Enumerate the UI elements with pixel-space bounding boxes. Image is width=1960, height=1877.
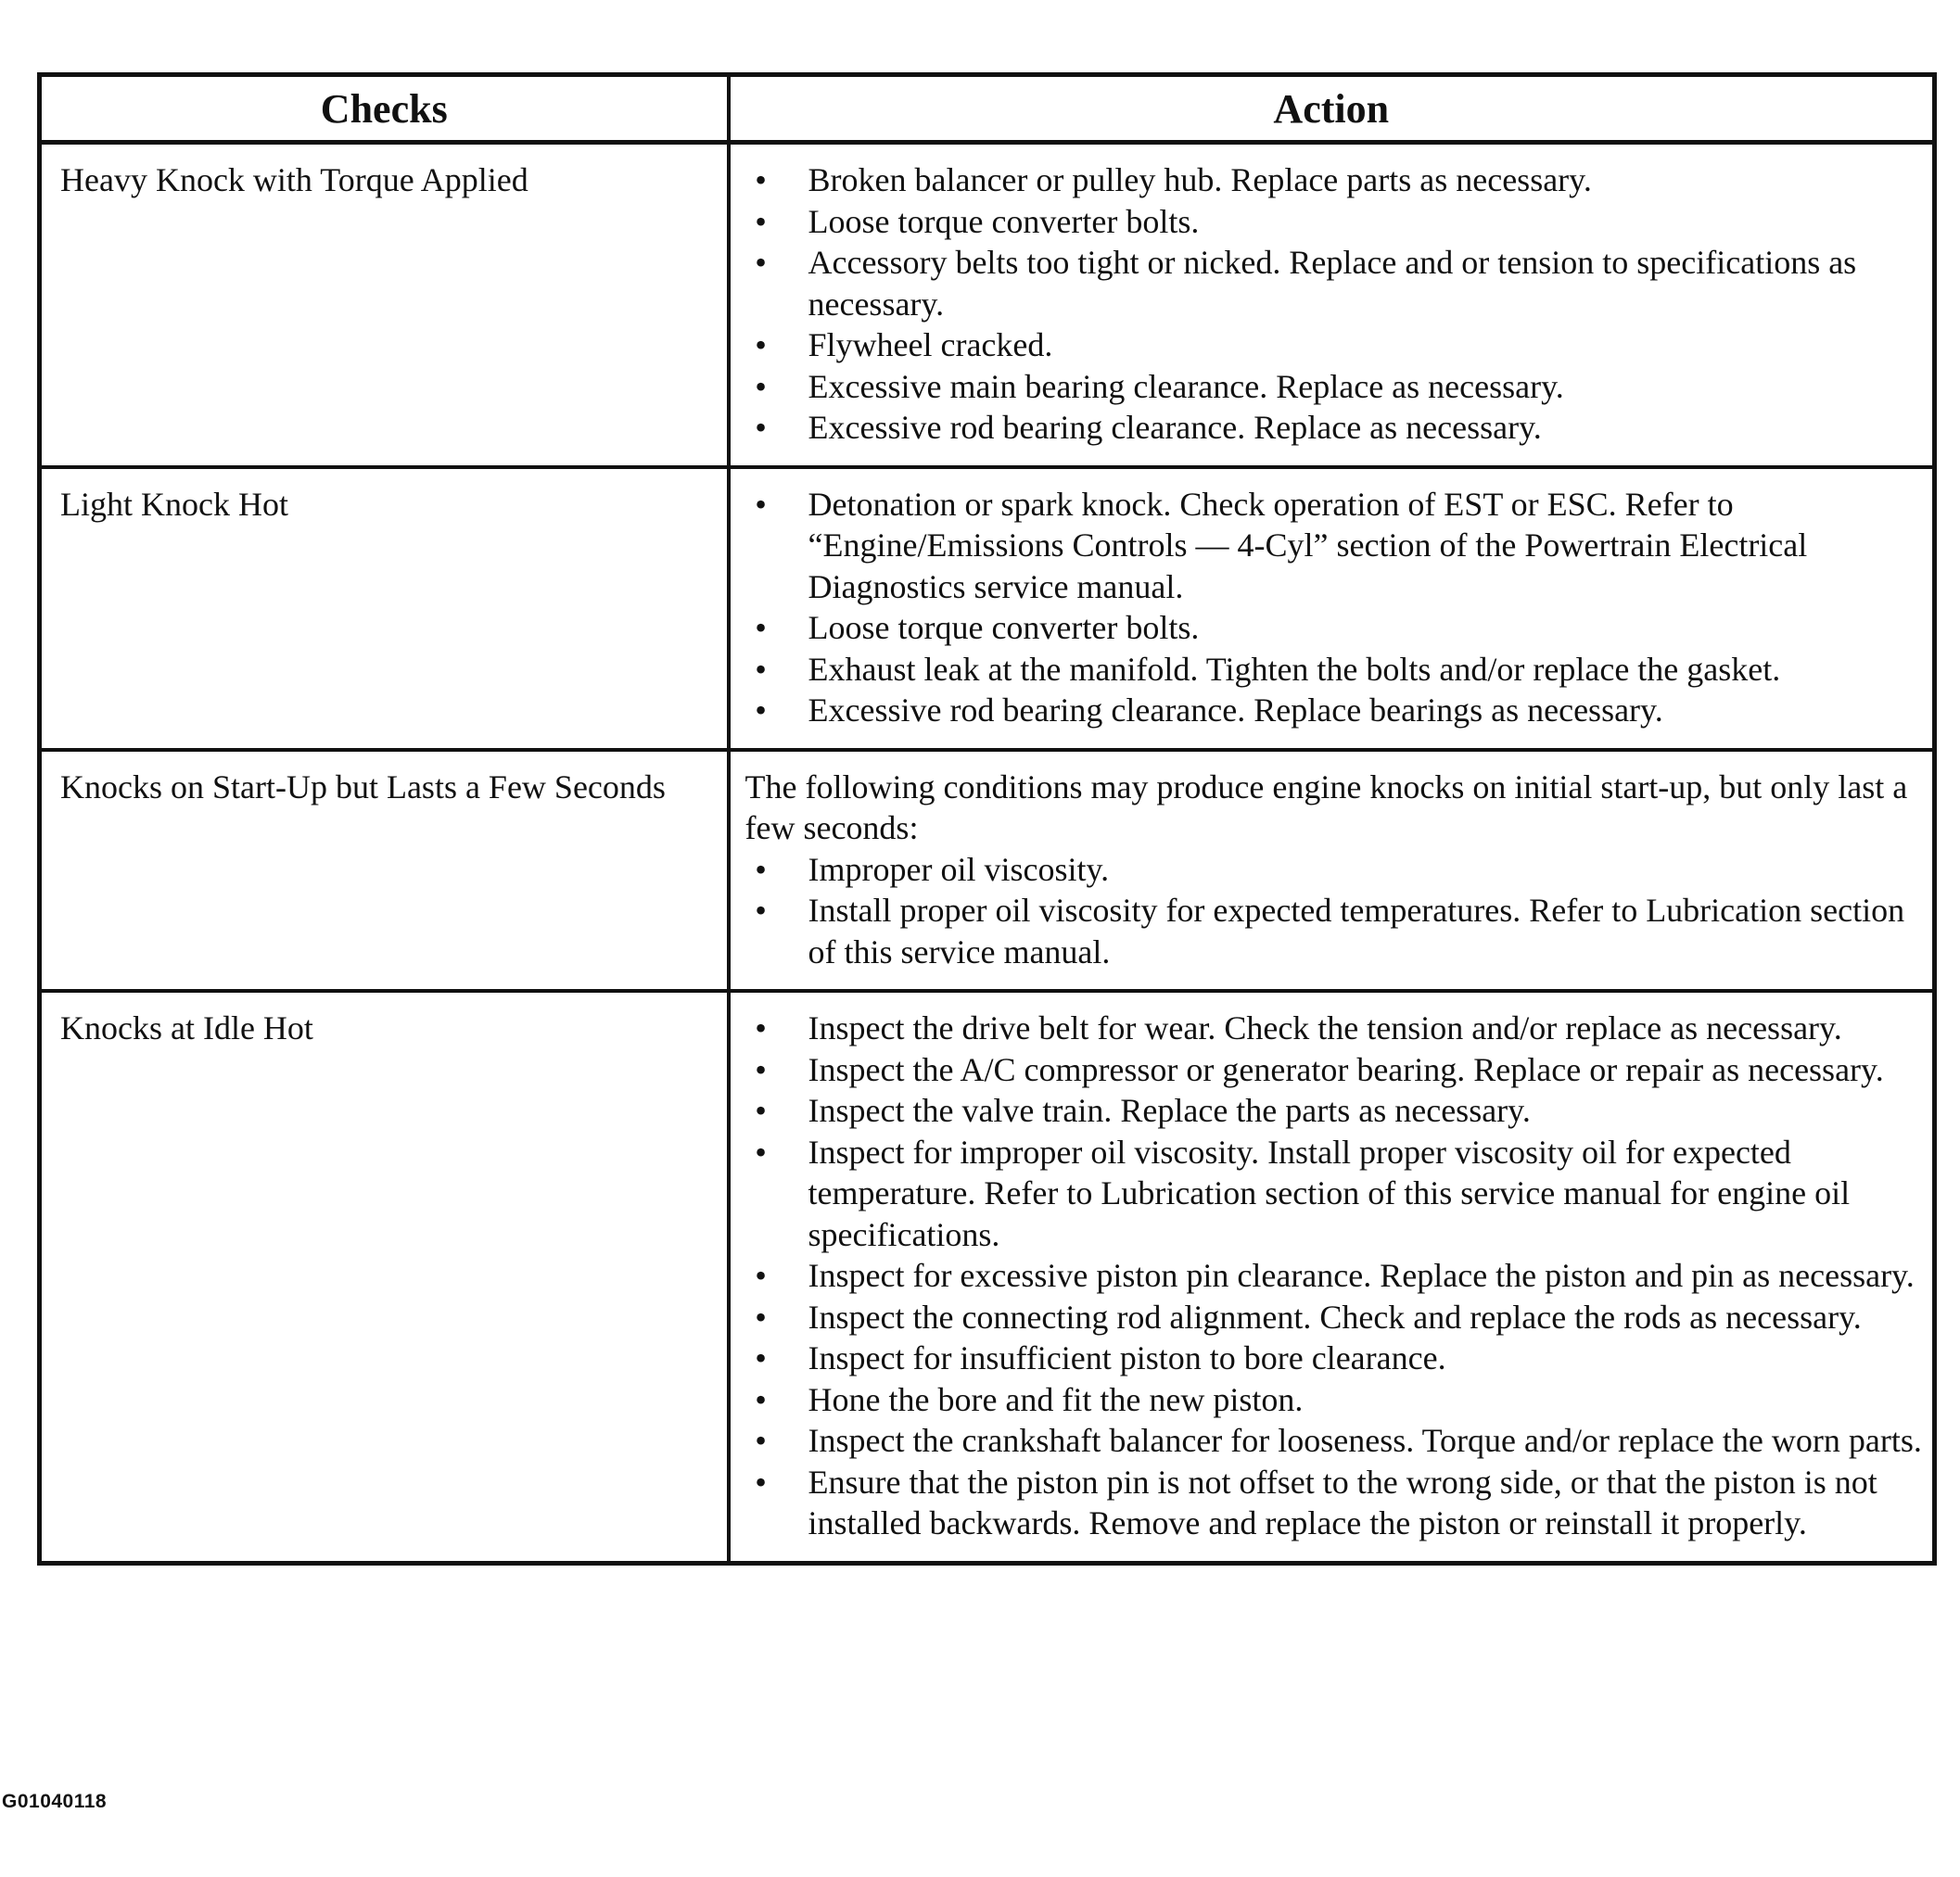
bullet-icon: •: [755, 326, 767, 363]
table-row: [40, 991, 1935, 1563]
list-item-text: Inspect the connecting rod alignment. Check and replace the rods as necessary.: [808, 1298, 1862, 1336]
list-item-text: Accessory belts too tight or nicked. Replace and or tension to specifications as necessary.: [808, 244, 1857, 323]
check-cell: Knocks at Idle Hot: [40, 991, 729, 1563]
action-list: [745, 1008, 1924, 1544]
list-item: [745, 1255, 1924, 1297]
list-item: [745, 159, 1924, 201]
bullet-icon: •: [755, 1339, 767, 1376]
check-cell: Heavy Knock with Torque Applied: [40, 143, 729, 467]
list-item: [745, 1090, 1924, 1132]
list-item-text: Inspect the valve train. Replace the parts as necessary.: [808, 1092, 1531, 1129]
check-cell: Light Knock Hot: [40, 467, 729, 750]
list-item-text: Broken balancer or pulley hub. Replace parts as necessary.: [808, 161, 1592, 198]
list-item-text: Inspect for excessive piston pin clearance. Replace the piston and pin as necessary.: [808, 1257, 1915, 1294]
list-item: [745, 324, 1924, 366]
list-item-text: Exhaust leak at the manifold. Tighten the bolts and/or replace the gasket.: [808, 650, 1781, 688]
list-item-text: Excessive rod bearing clearance. Replace as necessary.: [808, 409, 1542, 446]
action-list: [745, 484, 1924, 731]
list-item: [745, 607, 1924, 649]
bullet-icon: •: [755, 244, 767, 281]
bullet-icon: •: [755, 850, 767, 888]
action-cell: [729, 143, 1935, 467]
bullet-icon: •: [755, 202, 767, 240]
bullet-icon: •: [755, 1422, 767, 1459]
list-item-text: Excessive rod bearing clearance. Replace bearings as necessary.: [808, 691, 1663, 729]
list-item-text: Ensure that the piston pin is not offset to the wrong side, or that the piston is not installed backwards. Remove and replace the piston or reinstall it properly.: [808, 1463, 1877, 1541]
list-item-text: Flywheel cracked.: [808, 326, 1053, 363]
action-list: [745, 849, 1924, 973]
list-item-text: Install proper oil viscosity for expected temperatures. Refer to Lubrication section of this service manual.: [808, 892, 1905, 970]
checks-column-header: Checks: [40, 75, 729, 143]
list-item: [745, 242, 1924, 324]
action-cell: [729, 467, 1935, 750]
bullet-icon: •: [755, 892, 767, 929]
list-item-text: Loose torque converter bolts.: [808, 202, 1200, 240]
bullet-icon: •: [755, 161, 767, 198]
bullet-icon: •: [755, 1463, 767, 1501]
list-item-text: Loose torque converter bolts.: [808, 609, 1200, 646]
list-item-text: Detonation or spark knock. Check operation of EST or ESC. Refer to “Engine/Emissions Controls — 4-Cyl” section of the Powertrain Electrical Diagnostics service manual.: [808, 485, 1808, 605]
action-list: [745, 159, 1924, 449]
bullet-icon: •: [755, 409, 767, 446]
bullet-icon: •: [755, 1380, 767, 1418]
list-item-text: Improper oil viscosity.: [808, 850, 1110, 888]
bullet-icon: •: [755, 650, 767, 688]
list-item: [745, 1420, 1924, 1462]
list-item-text: Excessive main bearing clearance. Replace as necessary.: [808, 367, 1564, 405]
action-cell: [729, 750, 1935, 992]
bullet-icon: •: [755, 691, 767, 729]
list-item: [745, 890, 1924, 972]
list-item: [745, 1338, 1924, 1379]
bullet-icon: •: [755, 609, 767, 646]
bullet-icon: •: [755, 1133, 767, 1171]
bullet-icon: •: [755, 1050, 767, 1088]
list-item: [745, 1132, 1924, 1256]
bullet-icon: •: [755, 367, 767, 405]
list-item: [745, 1462, 1924, 1544]
action-intro-text: The following conditions may produce engine knocks on initial start-up, but only last a few seconds:: [745, 767, 1908, 846]
list-item: [745, 366, 1924, 408]
table-row: [40, 143, 1935, 467]
list-item-text: Inspect the crankshaft balancer for looseness. Torque and/or replace the worn parts.: [808, 1422, 1922, 1459]
list-item-text: Hone the bore and fit the new piston.: [808, 1380, 1304, 1418]
list-item: [745, 649, 1924, 691]
table-body: [40, 143, 1935, 1564]
action-column-header: Action: [729, 75, 1935, 143]
action-cell: [729, 991, 1935, 1563]
list-item: [745, 849, 1924, 891]
list-item: [745, 201, 1924, 243]
list-item-text: Inspect for improper oil viscosity. Install proper viscosity oil for expected temperature. Refer to Lubrication section of this service manual for engine oil specifications.: [808, 1133, 1851, 1253]
bullet-icon: •: [755, 1009, 767, 1046]
list-item: [745, 1297, 1924, 1338]
bullet-icon: •: [755, 1257, 767, 1294]
bullet-icon: •: [755, 1298, 767, 1336]
table-row: [40, 467, 1935, 750]
table-row: [40, 750, 1935, 992]
list-item: [745, 407, 1924, 449]
list-item: [745, 1379, 1924, 1421]
bullet-icon: •: [755, 485, 767, 523]
header-row: [40, 75, 1935, 143]
list-item: [745, 690, 1924, 731]
figure-code: G01040118: [2, 1791, 108, 1812]
bullet-icon: •: [755, 1092, 767, 1129]
list-item: [745, 1049, 1924, 1091]
list-item-text: Inspect the A/C compressor or generator bearing. Replace or repair as necessary.: [808, 1050, 1884, 1088]
list-item-text: Inspect for insufficient piston to bore clearance.: [808, 1339, 1446, 1376]
list-item-text: Inspect the drive belt for wear. Check the tension and/or replace as necessary.: [808, 1009, 1842, 1046]
list-item: [745, 1008, 1924, 1049]
check-cell: Knocks on Start-Up but Lasts a Few Seconds: [40, 750, 729, 992]
diagnosis-table: [37, 72, 1937, 1566]
list-item: [745, 484, 1924, 608]
